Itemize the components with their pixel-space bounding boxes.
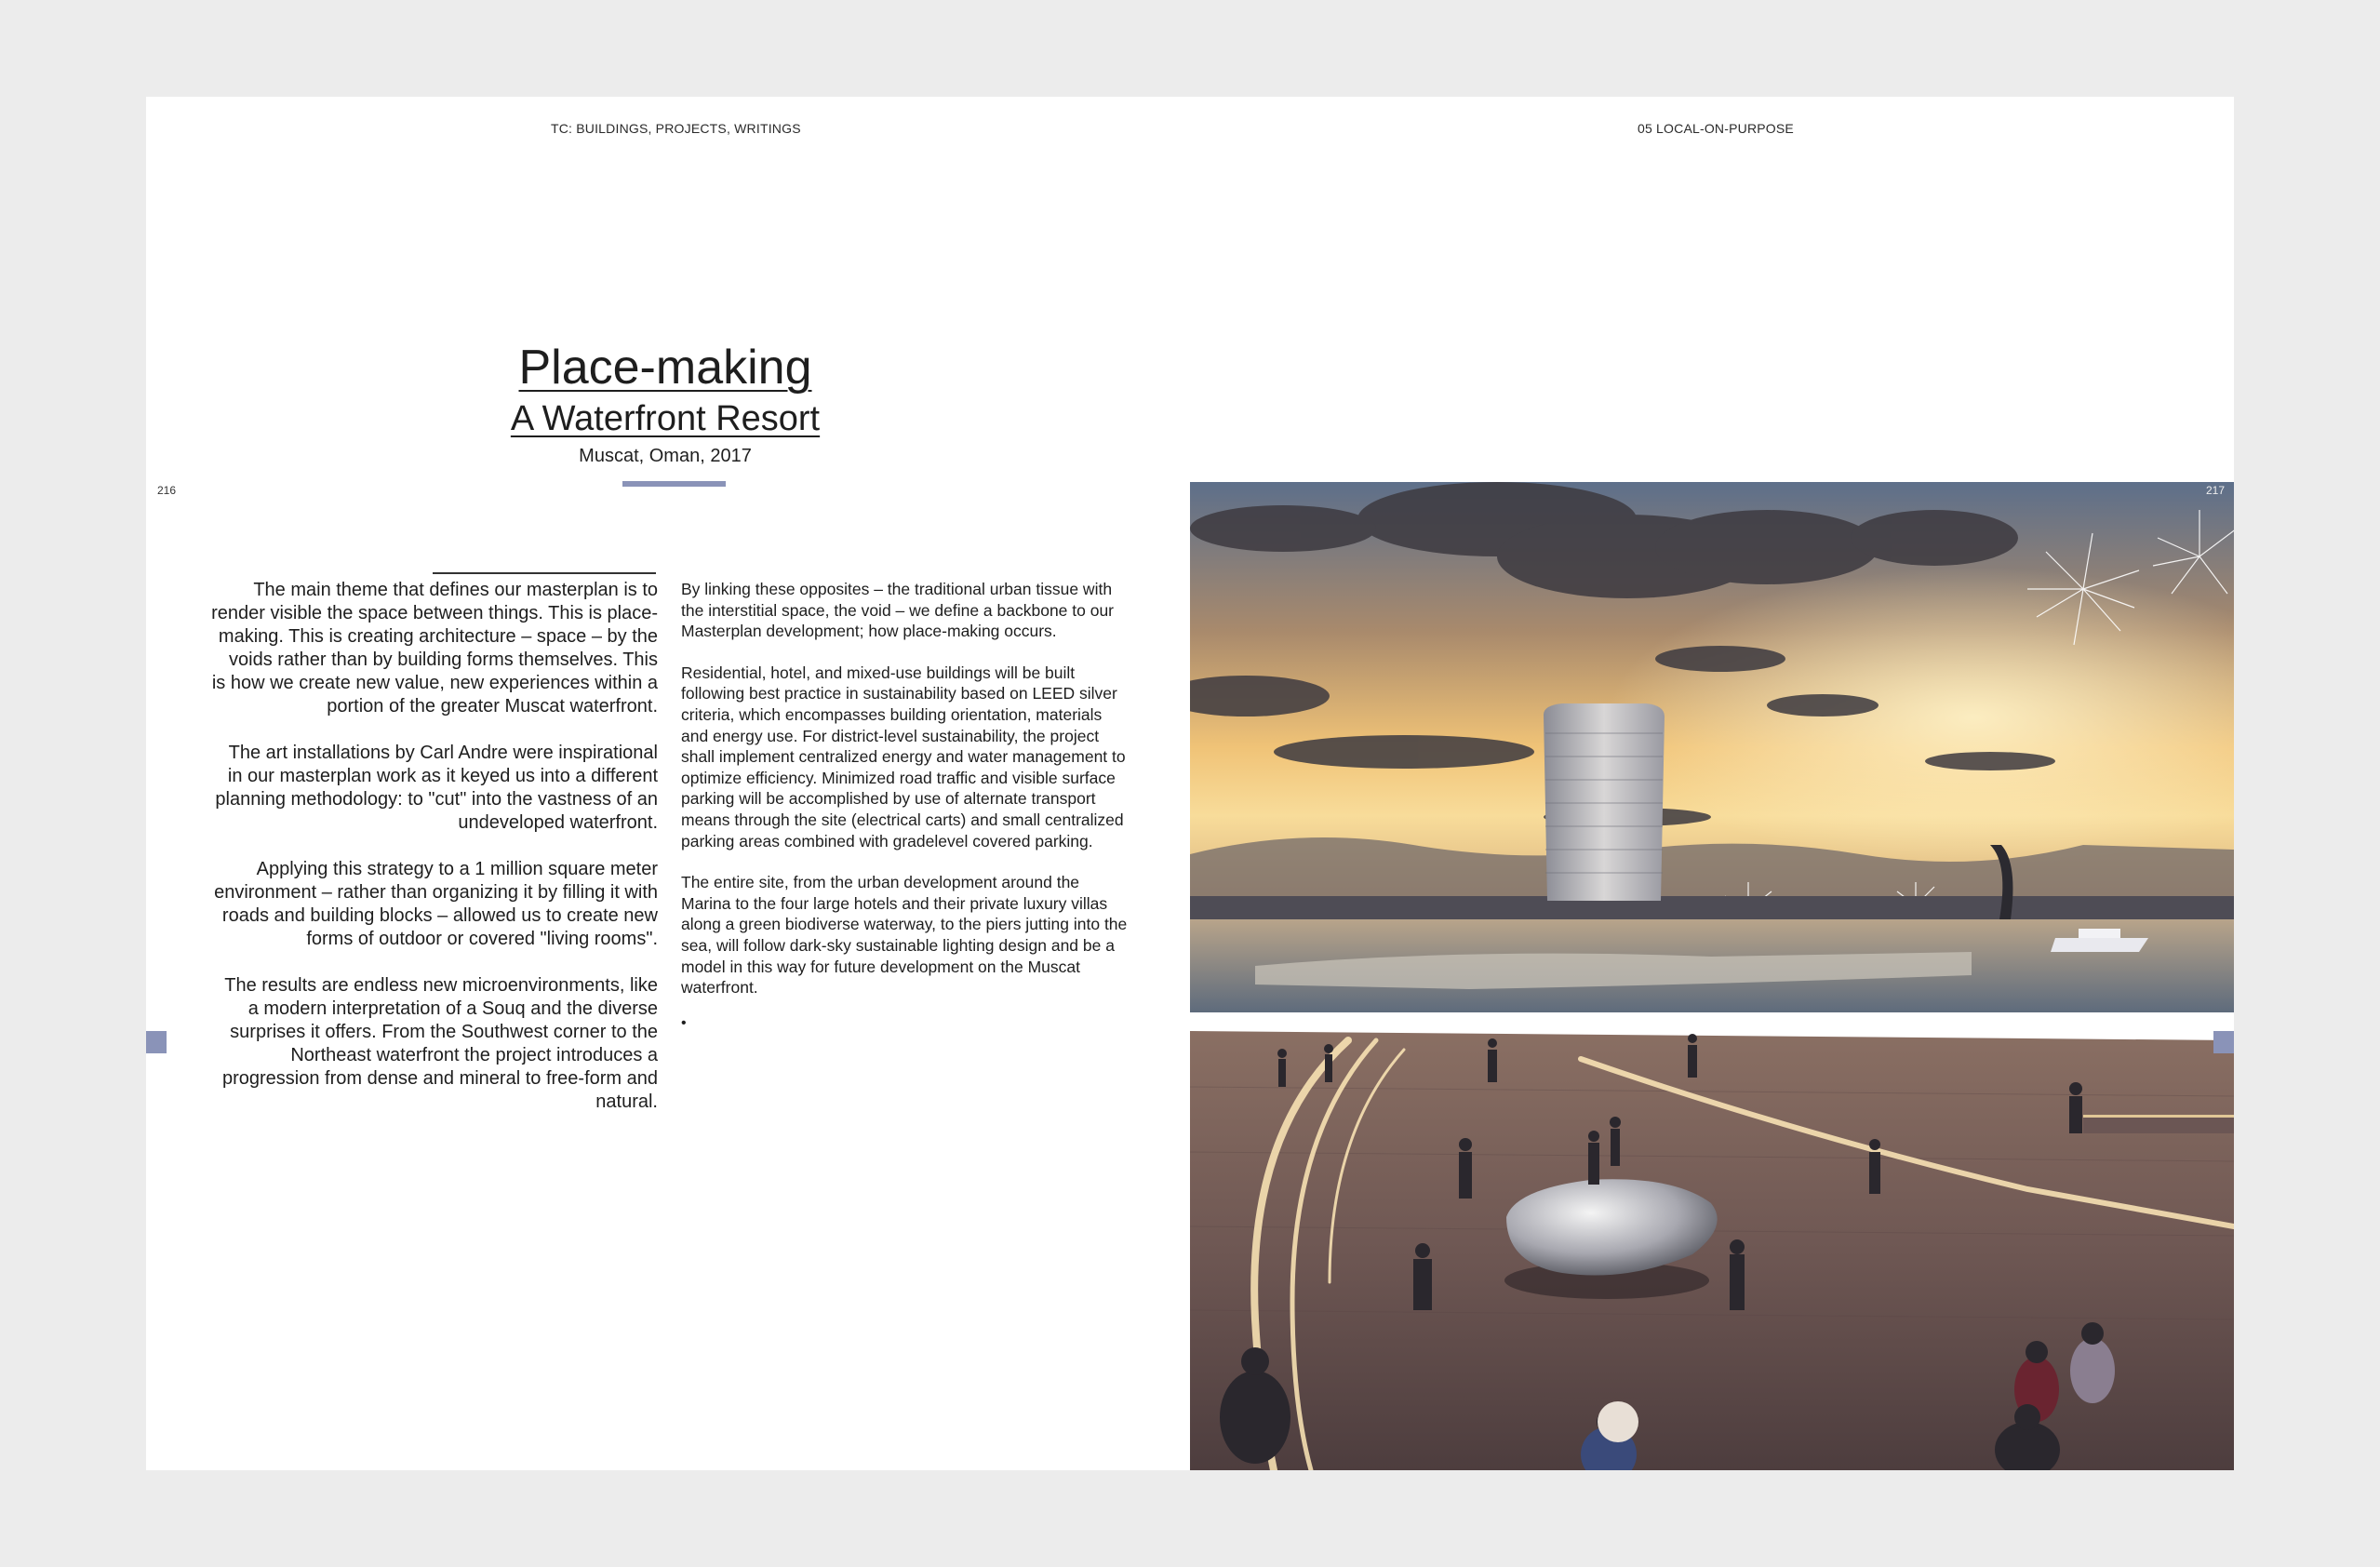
page-number-left: 216 <box>157 484 177 497</box>
project-location: Muscat, Oman, 2017 <box>579 446 752 466</box>
waterfront-rendering-image <box>1190 482 2234 1470</box>
page-subtitle: A Waterfront Resort <box>510 399 821 438</box>
rendering-illustration <box>1190 482 2234 1470</box>
running-head-right: 05 LOCAL-ON-PURPOSE <box>1638 121 1794 136</box>
end-bullet: • <box>681 1014 687 1031</box>
page-number-right: 217 <box>2206 484 2226 497</box>
body-paragraph: The entire site, from the urban development around the Marina to the four large hotels and their private luxury villas along a green biodiverse waterway, to the piers jutting into the sea, will follow dark-sky sustainable lighting design and be a model in this way for future development on the Muscat waterfront. <box>681 873 1128 998</box>
body-paragraph: Applying this strategy to a 1 million square meter environment – rather than organizing it by filling it with roads and building blocks – allowed us to create new forms of outdoor or covered "living rooms". <box>214 859 658 949</box>
page-marker-right <box>2213 1031 2234 1053</box>
text-column-left <box>211 579 658 1137</box>
body-paragraph: The results are endless new microenvironments, like a modern interpretation of a Souq and the diverse surprises it offers. From the Southwest corner to the Northeast waterfront the project introduces a progression from dense and mineral to free-form and natural. <box>221 975 658 1112</box>
body-paragraph: The main theme that defines our masterplan is to render visible the space between things. This is place-making. This is creating architecture – space – by the voids rather than by building forms themselves. This is how we create new value, new experiences within a portion of the greater Muscat waterfront. <box>211 580 658 717</box>
body-paragraph: The art installations by Carl Andre were inspirational in our masterplan work as it keyed us into a different planning methodology: to "cut" into the vastness of an undeveloped waterfront. <box>215 743 658 833</box>
page-marker-left <box>146 1031 167 1053</box>
title-accent-bar <box>622 481 726 487</box>
text-column-right <box>681 579 1128 1031</box>
body-paragraph: Residential, hotel, and mixed-use buildings will be built following best practice in sustainability based on LEED silver criteria, which encompasses building orientation, materials and energy use. For district-level sustainability, the project shall implement centralized energy and water management to optimize efficiency. Minimized road traffic and visible surface parking will be accomplished by use of alternate transport means through the site (electrical carts) and small centralized parking areas combined with gradelevel covered parking. <box>681 663 1126 850</box>
column-rule <box>433 572 656 574</box>
book-spread <box>146 97 2234 1470</box>
running-head-left: TC: BUILDINGS, PROJECTS, WRITINGS <box>551 121 801 136</box>
title-block <box>484 341 847 467</box>
body-paragraph: By linking these opposites – the traditional urban tissue with the interstitial space, the void – we define a backbone to our Masterplan development; how place-making occurs. <box>681 580 1115 641</box>
page-title: Place-making <box>518 341 812 395</box>
